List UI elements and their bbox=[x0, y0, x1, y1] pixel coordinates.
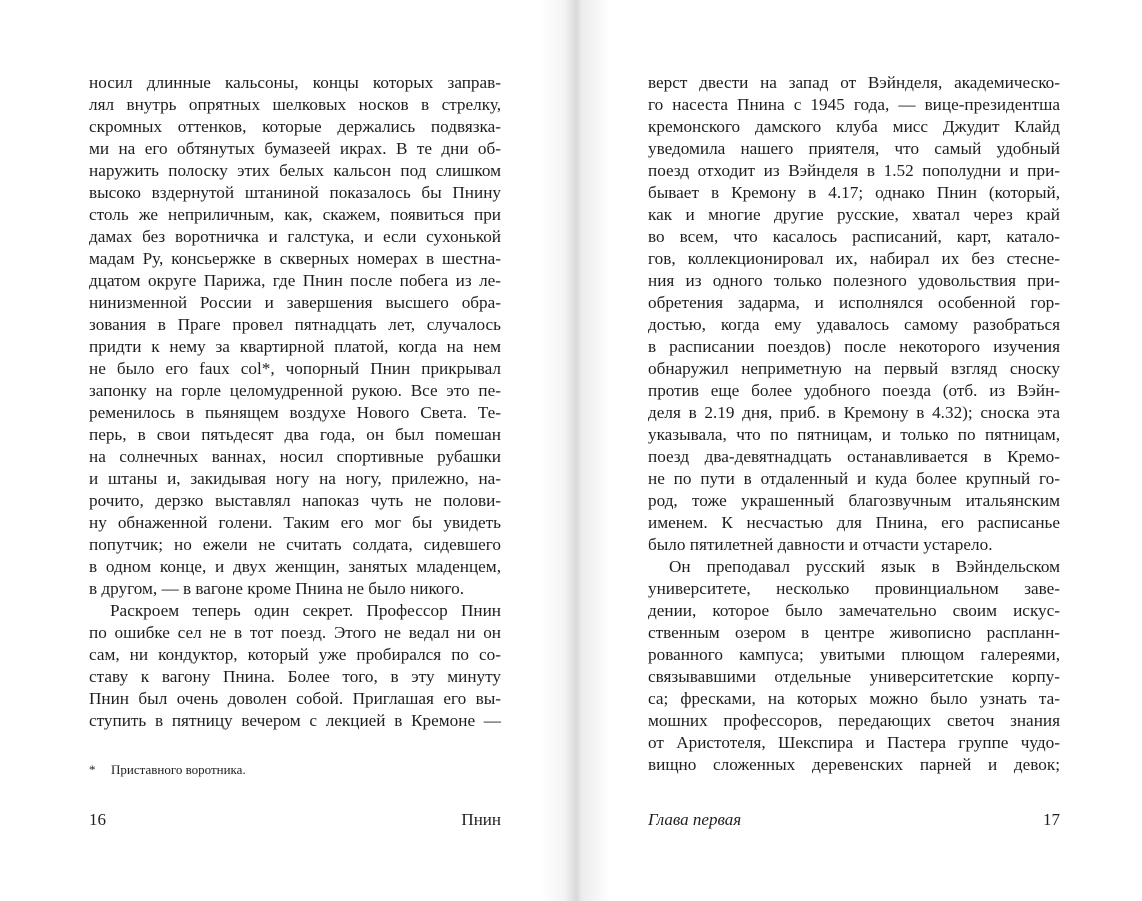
text-line: мадам Ру, консьержке в скверных номерах в шестна- bbox=[89, 249, 501, 268]
text-line: ственным озером в центре живописно распланн- bbox=[648, 623, 1060, 642]
text-line: не по пути в отдаленный и куда более крупный го- bbox=[648, 469, 1060, 488]
text-line: кремонского дамского клуба мисс Джудит Клайд bbox=[648, 117, 1060, 136]
text-line: нинизменной России и завершения высшего обра- bbox=[89, 293, 501, 312]
text-line: наружить полоску этих белых кальсон под слишком bbox=[89, 161, 501, 180]
text-line: верст двести на запад от Вэйнделя, академическо- bbox=[648, 73, 1060, 92]
text-line: дении, которое было замечательно своим искус- bbox=[648, 601, 1060, 620]
text-line: дамах без воротничка и галстука, и если сухонькой bbox=[89, 227, 501, 246]
text-line: достью, когда ему удавалось самому разобраться bbox=[648, 315, 1060, 334]
text-line: высоко вздернутой штаниной показалось бы Пнину bbox=[89, 183, 501, 202]
text-line: ния из одного только полезного удовольствия при- bbox=[648, 271, 1060, 290]
text-line: Он преподавал русский язык в Вэйндельском bbox=[669, 557, 1060, 576]
text-line: как и многие другие русские, хватал через край bbox=[648, 205, 1060, 224]
text-line: зования в Праге провел пятнадцать лет, случалось bbox=[89, 315, 501, 334]
text-line: поезд два-девятнадцать останавливается в Кремо- bbox=[648, 447, 1060, 466]
text-line: са; фресками, на которых можно было узнать та- bbox=[648, 689, 1060, 708]
text-line: носил длинные кальсоны, концы которых заправ- bbox=[89, 73, 501, 92]
text-line: столь же неприличным, как, скажем, появиться при bbox=[89, 205, 501, 224]
text-line: придти к нему за квартирной платой, когда на нем bbox=[89, 337, 501, 356]
text-line: по ошибке сел не в тот поезд. Этого не ведал ни он bbox=[89, 623, 501, 642]
text-line: и штаны и, закидывая ногу на ногу, прилежно, на- bbox=[89, 469, 501, 488]
text-line: ми на его обтянутых бумазеей икрах. В те дни об- bbox=[89, 139, 501, 158]
text-line: попутчик; но ежели не считать солдата, сидевшего bbox=[89, 535, 501, 554]
text-line: именем. К несчастью для Пнина, его расписанье bbox=[648, 513, 1060, 532]
text-line: мошних профессоров, передающих светоч знания bbox=[648, 711, 1060, 730]
text-line: запонку на горле целомудренной рукою. Все это пе- bbox=[89, 381, 501, 400]
text-line: род, тоже украшенный благозвучным итальянским bbox=[648, 491, 1060, 510]
text-line: во всем, что касалось расписаний, карт, катало- bbox=[648, 227, 1060, 246]
text-line: университете, несколько провинциальном заве- bbox=[648, 579, 1060, 598]
text-line: перь, в свои пятьдесят два года, он был помешан bbox=[89, 425, 501, 444]
text-line: в расписании поездов) после некоторого изучения bbox=[648, 337, 1060, 356]
left-page-footer bbox=[89, 810, 501, 830]
running-head: Пнин bbox=[461, 810, 501, 829]
text-line: го насеста Пнина с 1945 года, — вице-президентша bbox=[648, 95, 1060, 114]
text-line: обнаружил неприметную на первый взгляд сноску bbox=[648, 359, 1060, 378]
text-line: не было его faux col*, чопорный Пнин прикрывал bbox=[89, 359, 501, 378]
text-line: ременилось в пьянящем воздухе Нового Света. Те- bbox=[89, 403, 501, 422]
text-line: Раскроем теперь один секрет. Профессор Пнин bbox=[110, 601, 501, 620]
text-line: гов, коллекционировал их, набирал их без стесне- bbox=[648, 249, 1060, 268]
page-number: 17 bbox=[1043, 810, 1060, 829]
text-line: ступить в пятницу вечером с лекцией в Кремоне — bbox=[89, 711, 501, 730]
text-line: лял внутрь опрятных шелковых носков в стрелку, bbox=[89, 95, 501, 114]
right-page-body-text bbox=[648, 72, 1060, 776]
book-gutter-shadow bbox=[540, 0, 610, 901]
text-line: было пятилетней давности и отчасти устарело. bbox=[648, 535, 993, 554]
left-page-body-text bbox=[89, 72, 501, 732]
text-line: против еще более удобного поезда (отб. из Вэйн- bbox=[648, 381, 1060, 400]
text-line: ну обнаженной голени. Таким его мог бы увидеть bbox=[89, 513, 501, 532]
text-line: рочито, дерзко выставлял напоказ чуть не полови- bbox=[89, 491, 501, 510]
text-line: уведомила нашего приятеля, что самый удобный bbox=[648, 139, 1060, 158]
text-line: связывавшими отдельные университетские корпу- bbox=[648, 667, 1060, 686]
running-head: Глава первая bbox=[648, 810, 742, 829]
text-line: обретения задарма, и исполнялся особенной гор- bbox=[648, 293, 1060, 312]
text-line: деля в 2.19 дня, приб. в Кремону в 4.32); сноска эта bbox=[648, 403, 1060, 422]
footnote-mark: * bbox=[89, 762, 96, 777]
text-line: ставу к вагону Пнина. Более того, в эту минуту bbox=[89, 667, 501, 686]
page-number: 16 bbox=[89, 810, 106, 829]
text-line: рованного кампуса; увитыми плющом галереями, bbox=[648, 645, 1060, 664]
text-line: сам, ни кондуктор, который уже пробирался по со- bbox=[89, 645, 501, 664]
right-page-footer bbox=[648, 810, 1060, 830]
text-line: вищно сложенных деревенских парней и девок; bbox=[648, 755, 1060, 774]
footnote bbox=[89, 762, 246, 778]
text-line: указывала, что по пятницам, и только по пятницам, bbox=[648, 425, 1060, 444]
text-line: в другом, — в вагоне кроме Пнина не было никого. bbox=[89, 579, 465, 598]
footnote-text: Приставного воротника. bbox=[111, 762, 246, 777]
text-line: дцатом округе Парижа, где Пнин после побега из ле- bbox=[89, 271, 501, 290]
text-line: от Аристотеля, Шекспира и Пастера группе чудо- bbox=[648, 733, 1060, 752]
text-line: бывает в Кремону в 4.17; однако Пнин (который, bbox=[648, 183, 1060, 202]
text-line: скромных оттенков, которые держались подвязка- bbox=[89, 117, 501, 136]
text-line: на солнечных ваннах, носил спортивные рубашки bbox=[89, 447, 501, 466]
text-line: поезд отходит из Вэйнделя в 1.52 пополудни и при- bbox=[648, 161, 1060, 180]
text-line: в одном конце, и двух женщин, занятых младенцем, bbox=[89, 557, 501, 576]
text-line: Пнин был очень доволен собой. Приглашая его вы- bbox=[89, 689, 501, 708]
